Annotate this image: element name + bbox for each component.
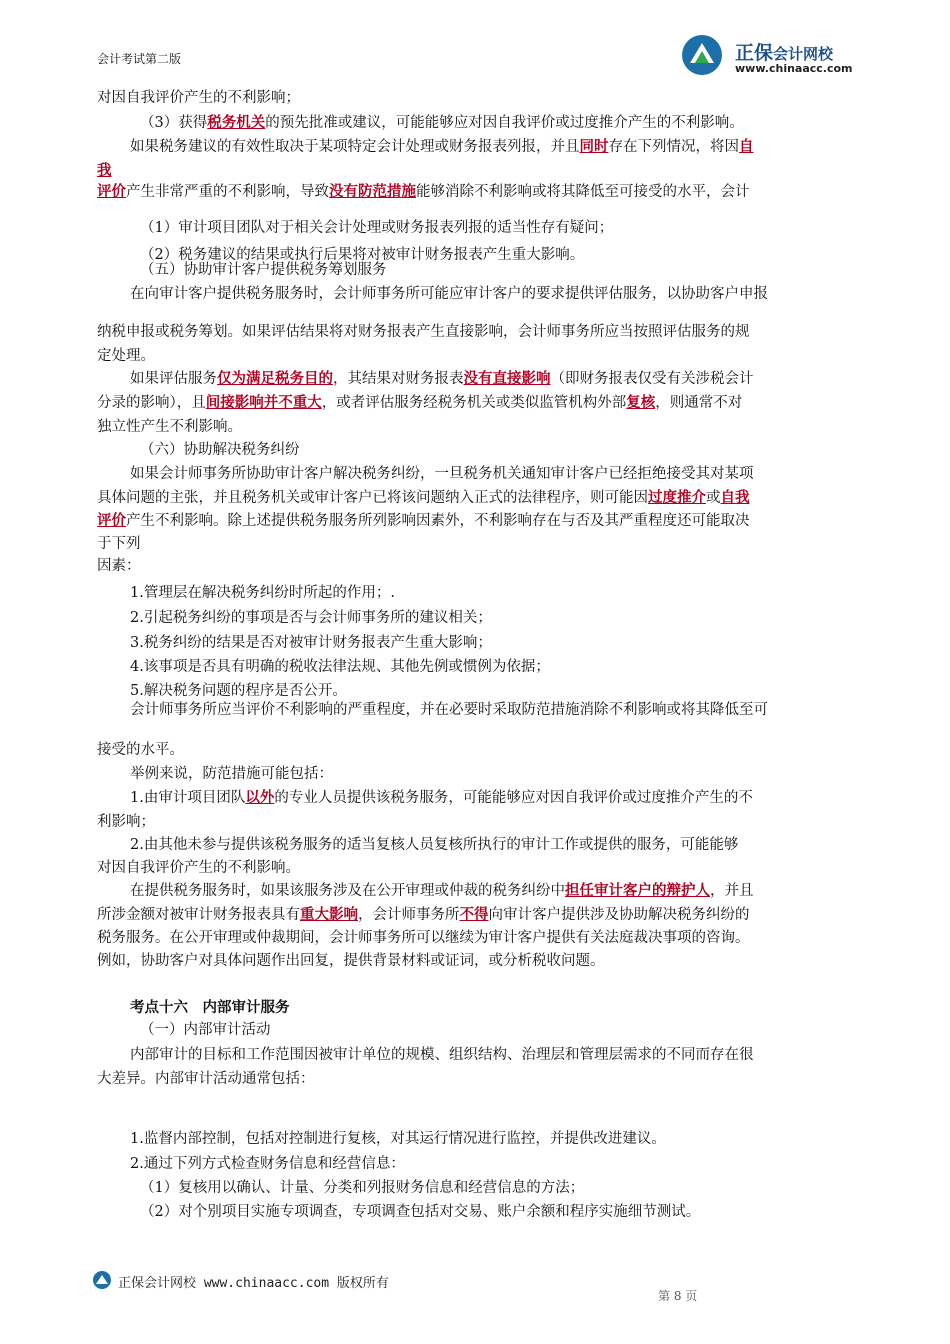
text-line: 税务服务。在公开审理或仲裁期间，会计师事务所可以继续为审计客户提供有关法庭裁决事项的咨询。 [97,930,750,946]
list-item: （2）对个别项目实施专项调查，专项调查包括对交易、账户余额和程序实施细节测试。 [140,1204,701,1220]
top-fragment: 会计考试第二版 [97,52,182,66]
list-item: 2.由其他未参与提供该税务服务的适当复核人员复核所执行的审计工作或提供的服务，可能能够 [130,837,739,853]
text-line: 具体问题的主张，并且税务机关或审计客户已将该问题纳入正式的法律程序，则可能因过度推介或自我 [97,490,750,506]
text-line: 纳税申报或税务筹划。如果评估结果将对财务报表产生直接影响，会计师事务所应当按照评估服务的规 [97,324,750,340]
list-item: 4.该事项是否具有明确的税收法律法规、其他先例或惯例为依据； [130,659,550,675]
text-line: 定处理。 [97,348,155,364]
brand-url[interactable]: www.chinaacc.com [735,62,853,75]
text-line: 评价产生不利影响。除上述提供税务服务所列影响因素外，不利影响存在与否及其严重程度还可能取决 [97,513,750,529]
text-line: 会计师事务所应当评价不利影响的严重程度，并在必要时采取防范措施消除不利影响或将其降低至可 [130,702,768,718]
text-line: 对因自我评价产生的不利影响； [97,90,300,106]
list-item: （1）复核用以确认、计量、分类和列报财务信息和经营信息的方法； [140,1180,585,1196]
logo-icon [680,33,730,77]
text-line: 我 [97,163,112,179]
section-title: 考点十六 内部审计服务 [130,1000,290,1016]
text-line: （五）协助审计客户提供税务筹划服务 [140,262,387,278]
text-line: 举例来说，防范措施可能包括： [130,766,333,782]
text-line: 如果评估服务仅为满足税务目的，其结果对财务报表没有直接影响（即财务报表仅受有关涉税会计 [130,371,754,387]
footer-copyright: 正保会计网校 www.chinaacc.com 版权所有 [118,1276,389,1291]
text-line: 在提供税务服务时，如果该服务涉及在公开审理或仲裁的税务纠纷中担任审计客户的辩护人，并且 [130,883,754,899]
list-item: 2.通过下列方式检查财务信息和经营信息： [130,1156,405,1172]
list-item: （1）审计项目团队对于相关会计处理或财务报表列报的适当性存有疑问； [140,220,614,236]
text-line: 例如，协助客户对具体问题作出回复，提供背景材料或证词，或分析税收问题。 [97,953,605,969]
list-item: 1.管理层在解决税务纠纷时所起的作用；. [130,585,395,601]
brand-title: 正保会计网校 [735,42,834,64]
text-line: 利影响； [97,814,155,830]
text-line: 接受的水平。 [97,742,184,758]
list-item: 3.税务纠纷的结果是否对被审计财务报表产生重大影响； [130,635,492,651]
subheading: （一）内部审计活动 [140,1022,271,1038]
text-line: 分录的影响），且间接影响并不重大，或者评估服务经税务机关或类似监管机构外部复核，则通常不对 [97,395,743,411]
list-item: 2.引起税务纠纷的事项是否与会计师事务所的建议相关； [130,610,492,626]
text-line: 于下列 [97,536,141,552]
text-line: 如果会计师事务所协助审计客户解决税务纠纷，一旦税务机关通知审计客户已经拒绝接受其对某项 [130,466,754,482]
text-line: 对因自我评价产生的不利影响。 [97,860,300,876]
highlight: 税务机关 [207,115,266,131]
list-item: 5.解决税务问题的程序是否公开。 [130,683,347,699]
page-number: 第 8 页 [658,1289,698,1303]
list-item: （2）税务建议的结果或执行后果将对被审计财务报表产生重大影响。 [140,247,585,263]
text-line: 内部审计的目标和工作范围因被审计单位的规模、组织结构、治理层和管理层需求的不同而存在很 [130,1047,754,1063]
text-line: 在向审计客户提供税务服务时，会计师事务所可能应审计客户的要求提供评估服务，以协助客户申报 [130,286,768,302]
text-line: （3）获得税务机关的预先批准或建议，可能能够应对因自我评价或过度推介产生的不利影响。 [140,115,744,131]
list-item: 1.由审计项目团队以外的专业人员提供该税务服务，可能能够应对因自我评价或过度推介产生的不 [130,790,753,806]
footer-logo-icon [92,1270,114,1290]
text-line: 如果税务建议的有效性取决于某项特定会计处理或财务报表列报，并且同时存在下列情况，将因自 [130,139,754,155]
list-item: 1.监督内部控制，包括对控制进行复核，对其运行情况进行监控，并提供改进建议。 [130,1131,666,1147]
text-line: 独立性产生不利影响。 [97,419,242,435]
subheading: （六）协助解决税务纠纷 [140,442,300,458]
text-line: 因素： [97,558,141,574]
text-line: 大差异。内部审计活动通常包括： [97,1071,315,1087]
text-line: 评价产生非常严重的不利影响，导致没有防范措施能够消除不利影响或将其降低至可接受的水平，会计 [97,184,750,200]
text-line: 所涉金额对被审计财务报表具有重大影响，会计师事务所不得向审计客户提供涉及协助解决税务纠纷的 [97,907,750,923]
